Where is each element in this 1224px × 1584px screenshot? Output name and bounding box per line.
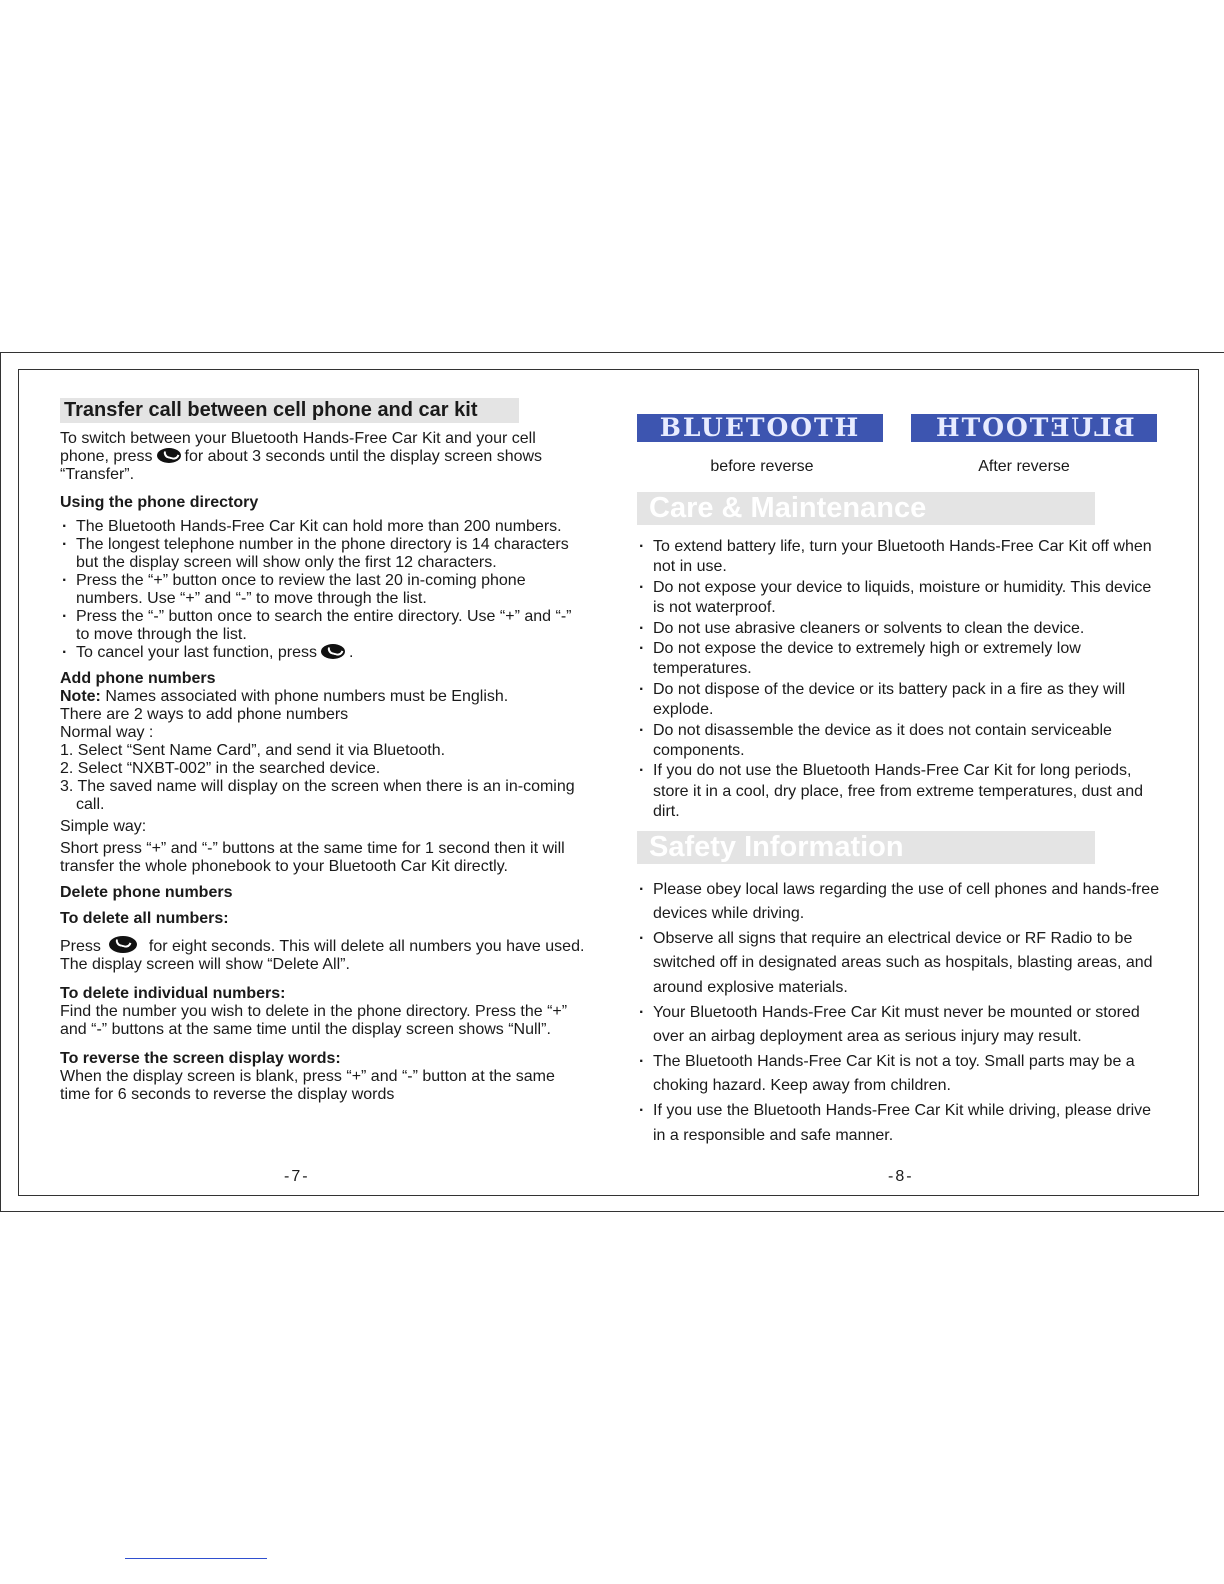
list-item: · The longest telephone number in the phone directory is 14 characters but the display screen will show only the first 12 characters. <box>60 536 585 572</box>
list-item: · Your Bluetooth Hands-Free Car Kit must never be mounted or stored over an airbag deployment area as serious injury may result. <box>637 1001 1167 1050</box>
note-text: Names associated with phone numbers must be English. <box>100 688 509 705</box>
phone-hook-icon <box>109 936 137 953</box>
transfer-intro-a: To switch between your Bluetooth Hands-Free Car Kit and your cell phone, press <box>60 430 536 465</box>
step-1: 1. Select “Sent Name Card”, and send it via Bluetooth. <box>60 742 446 759</box>
add-numbers-heading: Add phone numbers <box>60 670 216 687</box>
reverse-heading: To reverse the screen display words: <box>60 1050 341 1067</box>
page-number-7: -7- <box>284 1168 310 1185</box>
transfer-intro-b: for about 3 seconds until the display screen shows “Transfer”. <box>60 448 543 483</box>
before-reverse-caption: before reverse <box>710 458 814 475</box>
care-list <box>637 537 1167 823</box>
list-item-cancel <box>60 644 585 662</box>
delete-all-text <box>60 936 585 974</box>
note-label: Note: <box>60 688 101 705</box>
delete-all-b: for eight seconds. This will delete all numbers you have used. The display screen will show “Delete All”. <box>60 938 585 973</box>
list-item: · If you do not use the Bluetooth Hands-Free Car Kit for long periods, store it in a cool, dry place, free from extreme temperatures, dust and dirt. <box>637 761 1167 822</box>
transfer-intro <box>60 430 585 484</box>
list-item: · Press the “+” button once to review the last 20 in-coming phone numbers. Use “+” and “-” to move through the list. <box>60 572 585 608</box>
list-item: · Do not expose the device to extremely high or extremely low temperatures. <box>637 639 1167 680</box>
ways-line: There are 2 ways to add phone numbers <box>60 706 349 723</box>
list-item: · Press the “-” button once to search the entire directory. Use “+” and “-” to move through the list. <box>60 608 585 644</box>
delete-individual-heading: To delete individual numbers: <box>60 985 286 1002</box>
list-item: · The Bluetooth Hands-Free Car Kit can hold more than 200 numbers. <box>60 518 585 536</box>
reverse-text: When the display screen is blank, press “+” and “-” button at the same time for 6 seconds to reverse the display words <box>60 1068 555 1103</box>
cancel-end: . <box>349 644 354 661</box>
lcd-captions <box>637 458 1167 476</box>
care-maintenance-title: Care & Maintenance <box>637 492 1095 525</box>
list-item: · Do not use abrasive cleaners or solvents to clean the device. <box>637 619 1167 639</box>
lcd-examples <box>637 414 1167 442</box>
page-number-8: -8- <box>888 1168 914 1185</box>
simple-way-line: Simple way: <box>60 818 147 835</box>
directory-list <box>60 518 585 662</box>
footer-blue-rule <box>125 1558 267 1559</box>
lcd-after-reverse <box>911 414 1157 442</box>
transfer-call-title: Transfer call between cell phone and car kit <box>60 398 519 423</box>
delete-all-a: Press <box>60 938 101 955</box>
step-2: 2. Select “NXBT-002” in the searched device. <box>60 760 381 777</box>
list-item: · If you use the Bluetooth Hands-Free Car Kit while driving, please drive in a responsible and safe manner. <box>637 1099 1167 1148</box>
safety-information-title: Safety Information <box>637 831 1095 864</box>
phone-hook-icon <box>157 448 181 463</box>
delete-all-heading: To delete all numbers: <box>60 910 229 927</box>
lcd-text-mirrored: BLUETOOTH <box>933 414 1135 442</box>
page-8-column <box>637 414 1167 1148</box>
simple-way-text: Short press “+” and “-” buttons at the same time for 1 second then it will transfer the whole phonebook to your Bluetooth Car Kit directly. <box>60 840 565 875</box>
safety-list <box>637 878 1167 1149</box>
list-item: · Observe all signs that require an electrical device or RF Radio to be switched off in designated areas such as hospitals, blasting areas, and around explosive materials. <box>637 927 1167 1001</box>
delete-heading: Delete phone numbers <box>60 884 233 901</box>
phone-hook-icon <box>321 644 345 659</box>
list-item: · Do not disassemble the device as it does not contain serviceable components. <box>637 721 1167 762</box>
page-7-column <box>60 398 585 1104</box>
list-item: · Do not dispose of the device or its battery pack in a fire as they will explode. <box>637 680 1167 721</box>
step-3: 3. The saved name will display on the screen when there is an in-coming call. <box>60 778 575 813</box>
normal-way-line: Normal way : <box>60 724 154 741</box>
lcd-text: BLUETOOTH <box>659 414 861 442</box>
cancel-text: To cancel your last function, press <box>76 644 318 661</box>
lcd-before-reverse <box>637 414 883 442</box>
list-item: · Do not expose your device to liquids, moisture or humidity. This device is not waterproof. <box>637 578 1167 619</box>
note-line <box>60 688 585 706</box>
list-item: · Please obey local laws regarding the use of cell phones and hands-free devices while driving. <box>637 878 1167 927</box>
directory-heading: Using the phone directory <box>60 494 259 511</box>
delete-individual-text: Find the number you wish to delete in the phone directory. Press the “+” and “-” buttons at the same time until the display screen shows “Null”. <box>60 1003 568 1038</box>
list-item: · The Bluetooth Hands-Free Car Kit is not a toy. Small parts may be a choking hazard. Keep away from children. <box>637 1050 1167 1099</box>
after-reverse-caption: After reverse <box>978 458 1070 475</box>
list-item: · To extend battery life, turn your Bluetooth Hands-Free Car Kit off when not in use. <box>637 537 1167 578</box>
